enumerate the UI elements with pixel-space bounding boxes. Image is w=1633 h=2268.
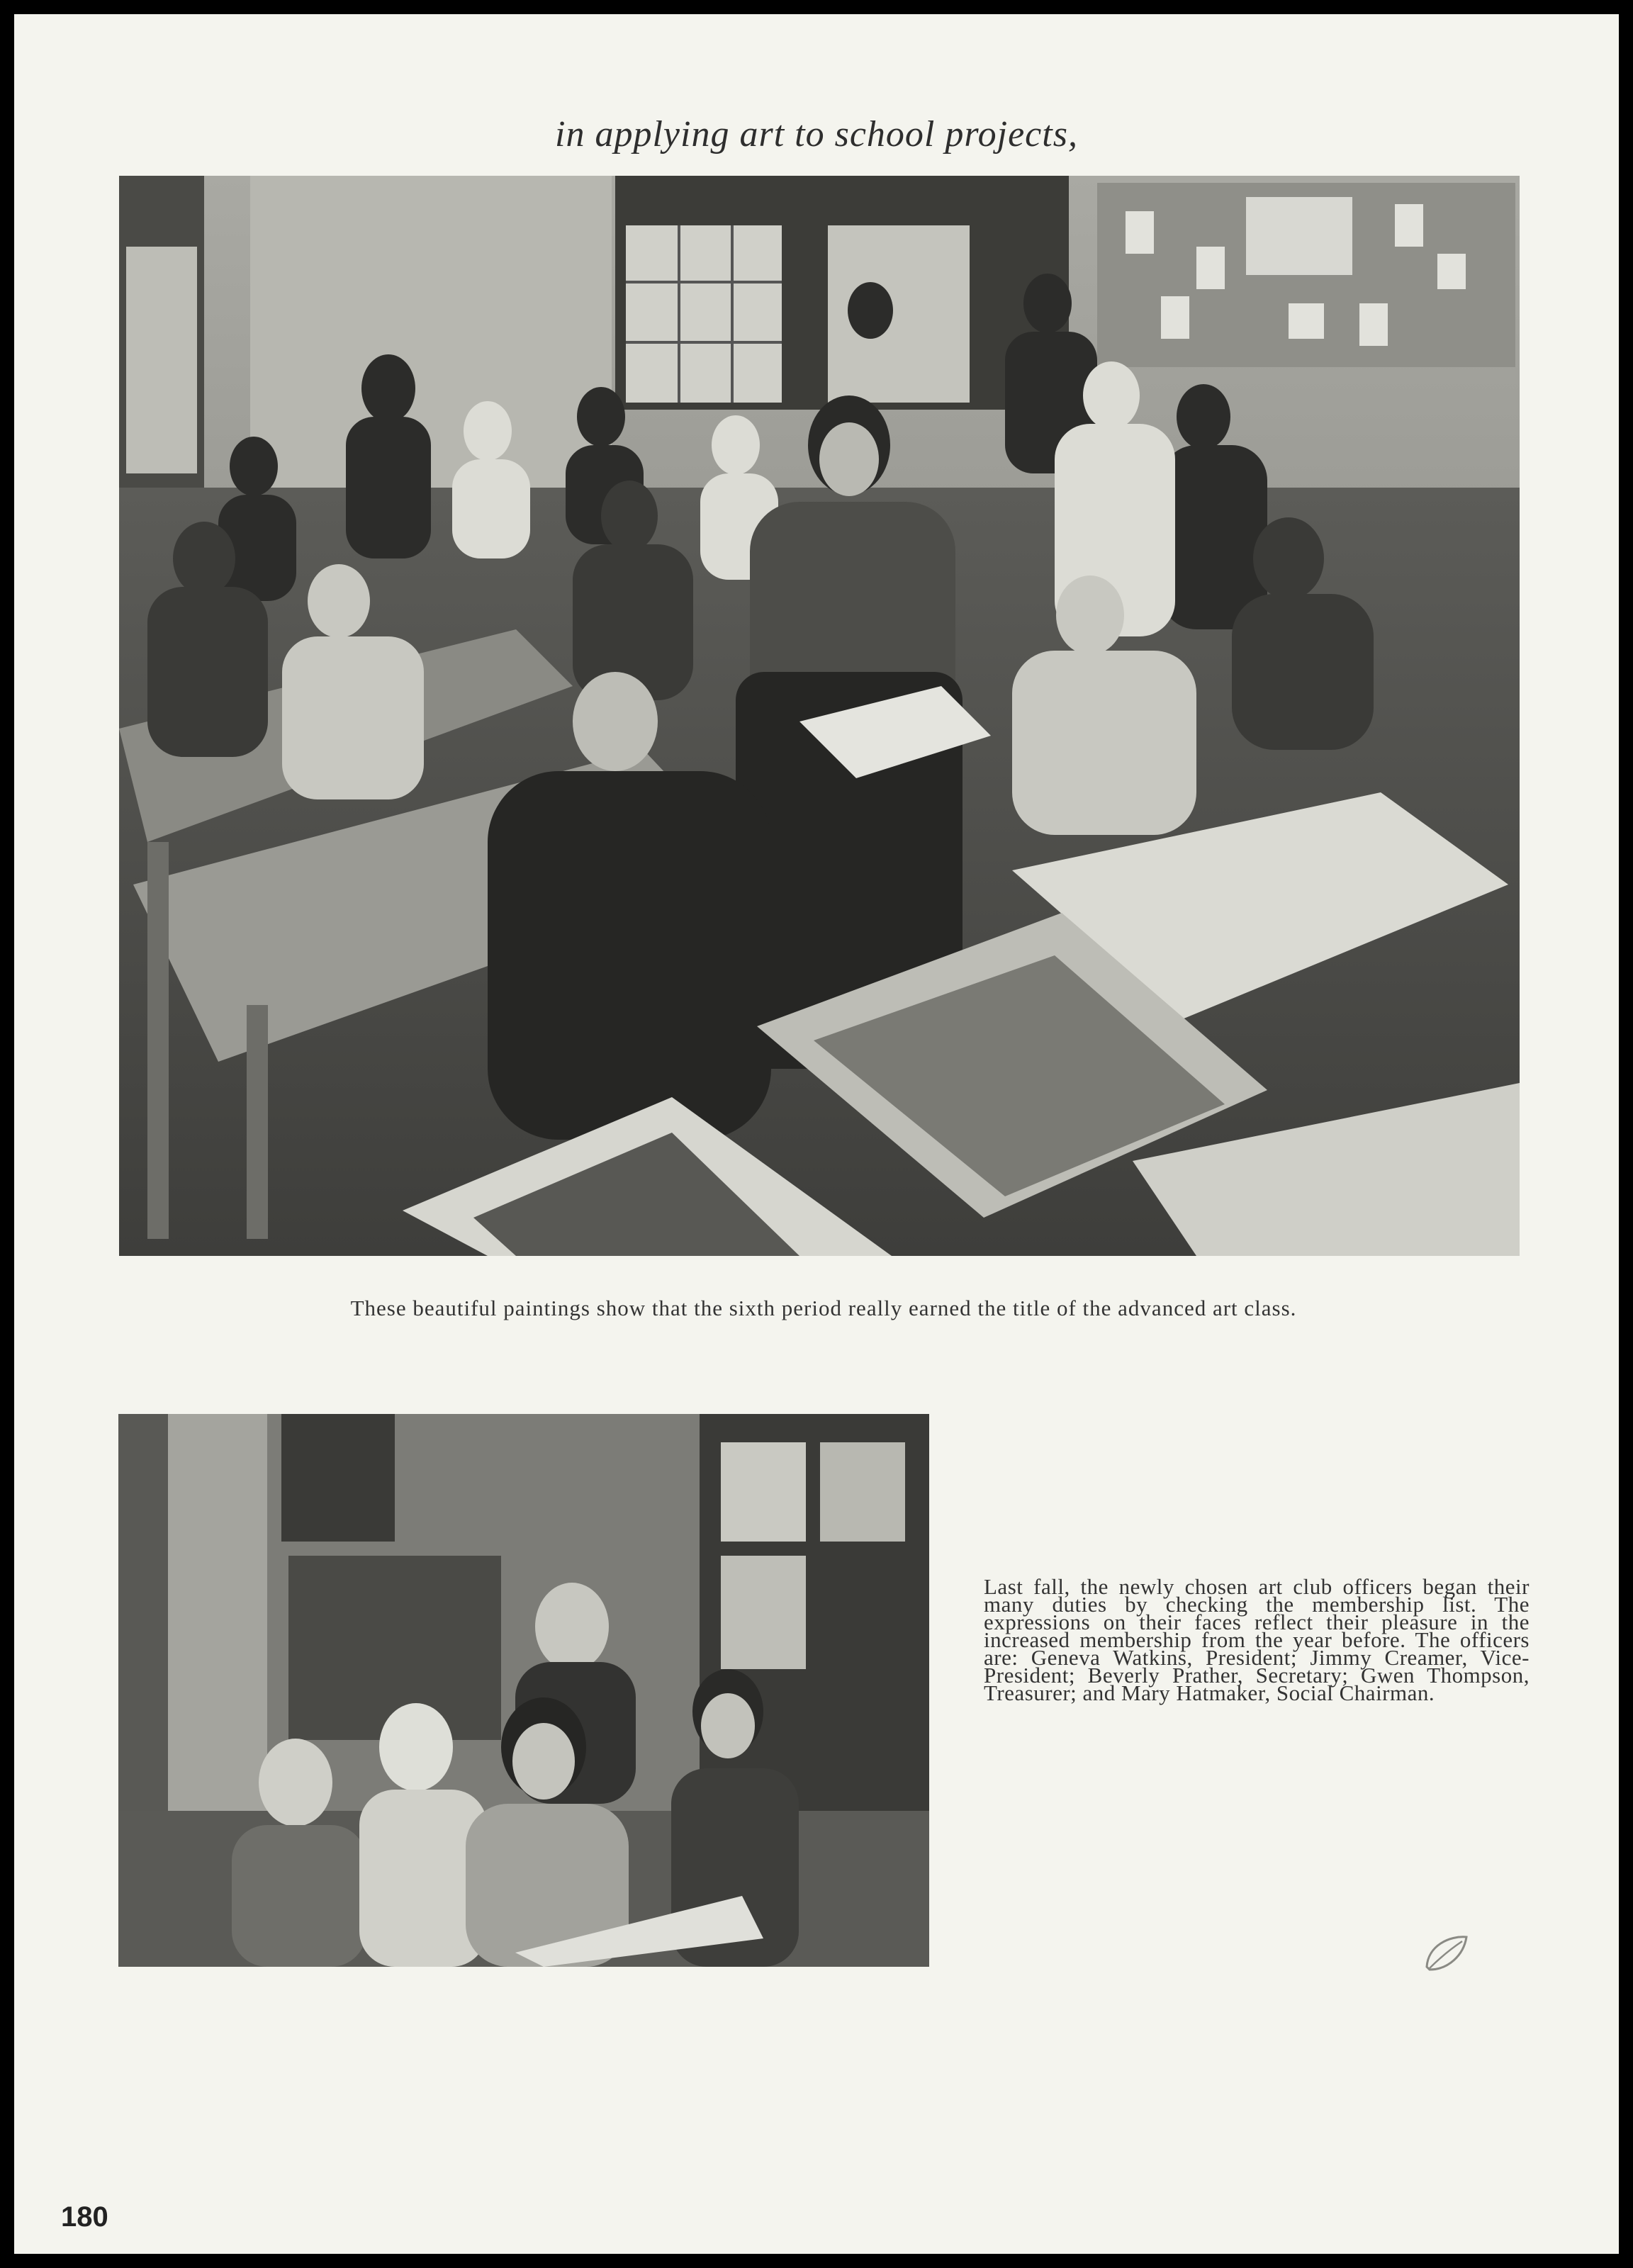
club-officers-caption: Last fall, the newly chosen art club officers began their many duties by checking the membership list. The expressions on their faces reflect their pleasure in the increased membership from the year before. The officers are: Geneva Watkins, President; Jimmy Creamer, Vice-President; Beverly Prather, Secretary; Gwen Thompson, Treasurer; and Mary Hatmaker, Social Chairman. — [984, 1574, 1530, 1705]
art-class-photo-image — [119, 176, 1520, 1256]
art-class-caption: These beautiful paintings show that the sixth period really earned the title of the advanced art class. — [350, 1296, 1297, 1320]
page-heading: in applying art to school projects, — [555, 114, 1078, 155]
leaf-icon — [1421, 1931, 1471, 1975]
yearbook-page — [14, 14, 1619, 2254]
page-number: 180 — [61, 2201, 108, 2233]
club-officers-photo-image — [118, 1414, 929, 1967]
art-class-photo — [119, 176, 1520, 1256]
club-officers-photo — [118, 1414, 929, 1967]
